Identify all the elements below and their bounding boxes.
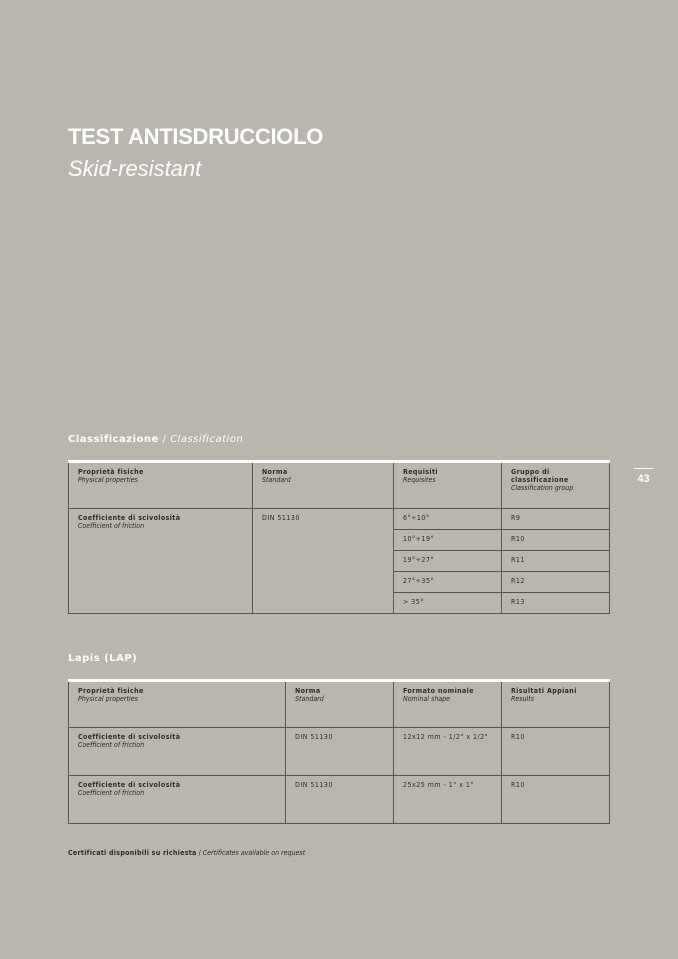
result-cell — [502, 728, 610, 776]
heading-it: Classificazione — [68, 434, 159, 445]
page-subtitle: Skid-resistant — [68, 156, 202, 181]
property-it: Coefficiente di scivolosità — [78, 733, 181, 741]
note-en: Certificates available on request — [202, 849, 306, 857]
classification-table — [68, 460, 610, 614]
requisite-value: 10°÷19° — [403, 535, 435, 543]
requisite-cell — [394, 509, 502, 530]
header-cell — [394, 462, 502, 509]
header-en: Physical properties — [78, 695, 138, 703]
group-cell — [502, 551, 610, 572]
property-it: Coefficiente di scivolosità — [78, 781, 181, 789]
standard-cell — [286, 776, 394, 824]
certificates-note — [68, 849, 305, 857]
standard-value: DIN 51130 — [262, 514, 300, 522]
page-title: TEST ANTISDRUCCIOLO — [68, 124, 324, 149]
requisite-value: > 35° — [403, 598, 424, 606]
property-cell — [69, 728, 286, 776]
result-cell — [502, 776, 610, 824]
group-value: R12 — [511, 577, 525, 585]
property-it: Coefficiente di scivolosità — [78, 514, 181, 522]
shape-value: 25x25 mm - 1" x 1" — [403, 781, 474, 789]
group-cell — [502, 593, 610, 614]
header-cell — [69, 681, 286, 728]
table-header-row — [69, 681, 610, 728]
heading-text: Lapis (LAP) — [68, 653, 138, 664]
requisite-cell — [394, 530, 502, 551]
requisite-value: 19°÷27° — [403, 556, 435, 564]
header-cell — [394, 681, 502, 728]
requisite-cell — [394, 572, 502, 593]
heading-en: Classification — [170, 434, 244, 445]
header-en: Standard — [295, 695, 324, 703]
table-row — [69, 509, 610, 530]
shape-cell — [394, 728, 502, 776]
shape-value: 12x12 mm - 1/2" x 1/2" — [403, 733, 489, 741]
table-header-row — [69, 462, 610, 509]
lapis-heading — [68, 653, 137, 664]
header-cell — [502, 462, 610, 509]
property-en: Coefficient of friction — [78, 789, 145, 797]
page-number: 43 — [634, 468, 653, 485]
note-sep: / — [196, 849, 203, 857]
standard-value: DIN 51130 — [295, 781, 333, 789]
header-en: Classification group — [511, 484, 574, 492]
header-en: Requisites — [403, 476, 436, 484]
header-it: Norma — [262, 468, 288, 476]
requisite-value: 6°÷10° — [403, 514, 430, 522]
group-cell — [502, 572, 610, 593]
header-it: Proprietà fisiche — [78, 468, 144, 476]
group-value: R13 — [511, 598, 525, 606]
header-it: Norma — [295, 687, 321, 695]
header-it: Proprietà fisiche — [78, 687, 144, 695]
note-it: Certificati disponibili su richiesta — [68, 849, 197, 857]
header-en: Nominal shape — [403, 695, 451, 703]
table-row — [69, 776, 610, 824]
result-value: R10 — [511, 781, 525, 789]
standard-value: DIN 51130 — [295, 733, 333, 741]
requisite-value: 27°÷35° — [403, 577, 435, 585]
header-en: Standard — [262, 476, 291, 484]
header-it: Requisiti — [403, 468, 438, 476]
header-cell — [286, 681, 394, 728]
header-it: Risultati Appiani — [511, 687, 577, 695]
header-it: Formato nominale — [403, 687, 474, 695]
classification-heading — [68, 434, 243, 445]
heading-sep: / — [158, 434, 171, 445]
property-cell — [69, 776, 286, 824]
header-en: Results — [511, 695, 535, 703]
property-cell — [69, 509, 253, 614]
group-cell — [502, 509, 610, 530]
group-value: R9 — [511, 514, 521, 522]
shape-cell — [394, 776, 502, 824]
lapis-table — [68, 679, 610, 824]
property-en: Coefficient of friction — [78, 741, 145, 749]
table-row — [69, 728, 610, 776]
group-value: R11 — [511, 556, 525, 564]
header-cell — [253, 462, 394, 509]
header-cell — [502, 681, 610, 728]
header-cell — [69, 462, 253, 509]
result-value: R10 — [511, 733, 525, 741]
standard-cell — [253, 509, 394, 614]
requisite-cell — [394, 593, 502, 614]
header-it: Gruppo di classificazione — [511, 468, 569, 484]
property-en: Coefficient of friction — [78, 522, 145, 530]
group-cell — [502, 530, 610, 551]
header-en: Physical properties — [78, 476, 138, 484]
group-value: R10 — [511, 535, 525, 543]
standard-cell — [286, 728, 394, 776]
requisite-cell — [394, 551, 502, 572]
